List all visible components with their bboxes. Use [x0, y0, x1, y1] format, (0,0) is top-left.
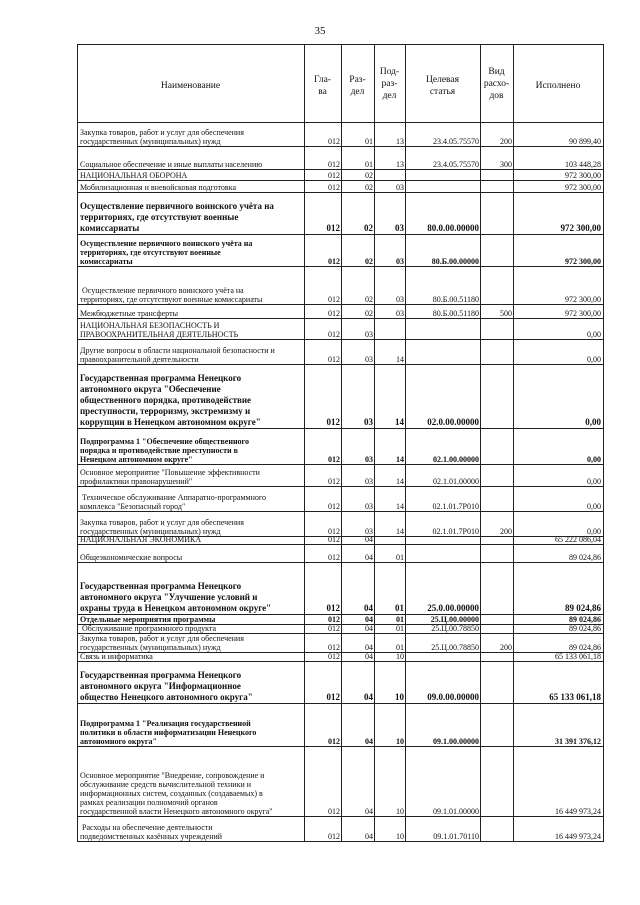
row-podrazdel: 01	[396, 553, 404, 562]
row-executed: 972 300,00	[565, 295, 601, 304]
row-executed: 103 448,28	[565, 160, 601, 169]
table-row	[77, 747, 604, 816]
row-glava: 012	[328, 624, 340, 633]
row-name: Осуществление первичного воинского учёта на территориях, где отсутствуют военные комиссариаты	[80, 239, 253, 266]
row-target-article: 09.0.00.00000	[427, 692, 479, 702]
row-glava: 012	[328, 652, 340, 661]
grid-line	[77, 234, 604, 235]
row-glava: 012	[328, 527, 340, 536]
row-name: Техническое обслуживание Аппаратно-программного комплекса "Безопасный город"	[80, 493, 266, 511]
row-target-article: 09.1.01.00000	[433, 807, 479, 816]
row-expense-type: 200	[500, 527, 512, 536]
table-row	[77, 235, 604, 266]
row-podrazdel: 10	[396, 737, 404, 746]
row-glava: 012	[328, 832, 340, 841]
row-razdel: 04	[364, 603, 373, 613]
table-row	[77, 170, 604, 180]
table-row	[77, 181, 604, 192]
row-glava: 012	[328, 553, 340, 562]
grid-line	[77, 318, 604, 319]
grid-line	[77, 841, 604, 842]
row-executed: 89 024,86	[569, 624, 601, 633]
row-name: Связь и информатика	[80, 652, 153, 661]
table-row	[77, 704, 604, 746]
row-target-article: 02.1.01.00000	[433, 477, 479, 486]
row-target-article: 25.Ц.00.00000	[430, 615, 479, 624]
row-target-article: 23.4.05.75570	[433, 137, 479, 146]
table-row	[77, 662, 604, 703]
row-executed: 65 133 061,18	[549, 692, 601, 702]
table-row	[77, 545, 604, 562]
row-name: Осуществление первичного воинского учёта на территориях, где отсутствуют военные комиссариаты	[80, 286, 263, 304]
grid-line	[77, 746, 604, 747]
grid-line	[77, 122, 604, 123]
row-name: Другие вопросы в области национальной безопасности и правоохранительной деятельности	[80, 346, 275, 364]
row-name: Социальное обеспечение и иные выплаты населению	[80, 160, 263, 169]
header-vid: Вид расхо- дов	[483, 67, 510, 101]
row-expense-type: 300	[500, 160, 512, 169]
row-glava: 012	[328, 455, 340, 464]
row-podrazdel: 14	[395, 417, 404, 427]
row-podrazdel: 03	[396, 183, 404, 192]
row-executed: 972 300,00	[565, 183, 601, 192]
header-razdel: Раз- дел	[349, 75, 366, 97]
row-name: Расходы на обеспечение деятельности подведомственных казённых учреждений	[80, 823, 223, 841]
row-glava: 012	[328, 171, 340, 180]
grid-line	[77, 816, 604, 817]
table-row	[77, 123, 604, 146]
row-razdel: 04	[365, 624, 373, 633]
row-executed: 972 300,00	[565, 257, 601, 266]
row-executed: 89 024,86	[569, 643, 601, 652]
row-razdel: 03	[365, 330, 373, 339]
row-name: Закупка товаров, работ и услуг для обеспечения государственных (муниципальных) нужд	[80, 518, 244, 536]
row-expense-type: 500	[500, 309, 512, 318]
row-razdel: 02	[365, 183, 373, 192]
header-name: Наименование	[160, 81, 221, 91]
row-glava: 012	[328, 183, 340, 192]
header-glava: Гла- ва	[314, 75, 331, 97]
row-executed: 16 449 973,24	[555, 832, 601, 841]
row-podrazdel: 03	[395, 223, 404, 233]
row-target-article: 80.Б.00.51180	[432, 309, 479, 318]
row-glava: 012	[326, 417, 340, 427]
row-podrazdel: 14	[396, 527, 404, 536]
row-name: Общеэкономические вопросы	[80, 553, 183, 562]
row-name: Государственная программа Ненецкого автономного округа "Обеспечение общественного порядка, противодействие преступности, терроризму, экстремизму и коррупции в Ненецком автономном округе"	[80, 373, 261, 427]
row-name: Закупка товаров, работ и услуг для обеспечения государственных (муниципальных) нужд	[80, 128, 244, 146]
table-row	[77, 625, 604, 633]
grid-line	[77, 266, 604, 267]
row-razdel: 02	[365, 295, 373, 304]
row-executed: 31 391 376,12	[555, 737, 601, 746]
row-executed: 972 300,00	[565, 171, 601, 180]
row-podrazdel: 01	[396, 643, 404, 652]
table-row	[77, 563, 604, 614]
row-target-article: 25.Ц.00.78850	[431, 624, 479, 633]
row-glava: 012	[328, 295, 340, 304]
row-glava: 012	[328, 615, 340, 624]
grid-line	[77, 428, 604, 429]
grid-line	[77, 364, 604, 365]
grid-line	[77, 169, 604, 170]
row-razdel: 04	[365, 832, 373, 841]
row-name: Обслуживание программного продукта	[80, 624, 217, 633]
row-executed: 90 899,40	[569, 137, 601, 146]
grid-line	[77, 703, 604, 704]
row-executed: 65 133 061,18	[555, 652, 601, 661]
row-target-article: 25.Ц.00.78850	[431, 643, 479, 652]
grid-line	[77, 192, 604, 193]
row-razdel: 02	[365, 309, 373, 318]
row-podrazdel: 10	[396, 652, 404, 661]
row-name: Закупка товаров, работ и услуг для обеспечения государственных (муниципальных) нужд	[80, 634, 244, 652]
row-name: Государственная программа Ненецкого автономного округа "Информационное общество Ненецкого автономного округа"	[80, 670, 253, 702]
grid-line	[77, 180, 604, 181]
row-glava: 012	[328, 477, 340, 486]
row-target-article: 80.Б.00.00000	[431, 257, 479, 266]
row-razdel: 04	[364, 692, 373, 702]
row-razdel: 02	[365, 171, 373, 180]
table-row	[77, 429, 604, 464]
grid-line	[77, 536, 604, 537]
row-name: Подпрограмма 1 "Обеспечение общественного порядка и противодействие преступности в Ненецком автономном округе"	[80, 437, 249, 464]
row-razdel: 04	[365, 535, 373, 544]
row-razdel: 04	[365, 643, 373, 652]
row-executed: 89 024,86	[569, 615, 601, 624]
table-row	[77, 305, 604, 318]
row-podrazdel: 01	[396, 615, 404, 624]
row-name: НАЦИОНАЛЬНАЯ БЕЗОПАСНОСТЬ И ПРАВООХРАНИТЕЛЬНАЯ ДЕЯТЕЛЬНОСТЬ	[80, 321, 239, 339]
row-executed: 65 222 086,04	[555, 535, 601, 544]
row-name: Мобилизационная и вневойсковая подготовка	[80, 183, 237, 192]
row-podrazdel: 01	[396, 624, 404, 633]
row-executed: 0,00	[587, 455, 601, 464]
table-row	[77, 147, 604, 169]
table-row	[77, 487, 604, 511]
row-name: НАЦИОНАЛЬНАЯ ЭКОНОМИКА	[80, 535, 202, 544]
row-podrazdel: 10	[396, 807, 404, 816]
row-glava: 012	[326, 692, 340, 702]
row-glava: 012	[328, 309, 340, 318]
row-executed: 89 024,86	[569, 553, 601, 562]
header-podrazdel: Под- раз- дел	[379, 67, 400, 101]
row-target-article: 80.Б.00.51180	[432, 295, 479, 304]
row-glava: 012	[328, 535, 340, 544]
row-razdel: 02	[364, 223, 373, 233]
table-row	[77, 365, 604, 428]
grid-line	[77, 146, 604, 147]
row-glava: 012	[326, 603, 340, 613]
row-target-article: 80.0.00.00000	[427, 223, 479, 233]
row-razdel: 03	[365, 502, 373, 511]
row-razdel: 04	[365, 737, 373, 746]
table-row	[77, 340, 604, 364]
row-razdel: 03	[364, 417, 373, 427]
row-executed: 0,00	[587, 527, 601, 536]
row-name: Отдельные мероприятия программы	[80, 615, 216, 624]
row-target-article: 25.0.00.00000	[427, 603, 479, 613]
row-razdel: 01	[365, 137, 373, 146]
row-executed: 972 300,00	[560, 223, 601, 233]
row-glava: 012	[328, 160, 340, 169]
row-name: НАЦИОНАЛЬНАЯ ОБОРОНА	[80, 171, 188, 180]
row-glava: 012	[328, 330, 340, 339]
row-name: Подпрограмма 1 "Реализация государственной политики в области информатизации Ненецкого автономного округа"	[80, 719, 257, 746]
row-target-article: 09.1.01.70110	[433, 832, 479, 841]
grid-line	[77, 652, 604, 653]
table-row	[77, 817, 604, 841]
grid-line	[77, 562, 604, 563]
row-executed: 0,00	[587, 355, 601, 364]
row-expense-type: 200	[500, 643, 512, 652]
row-expense-type: 200	[500, 137, 512, 146]
row-podrazdel: 14	[396, 455, 404, 464]
grid-line	[77, 661, 604, 662]
table-row	[77, 537, 604, 544]
row-name: Межбюджетные трансферты	[80, 309, 178, 318]
row-razdel: 04	[365, 615, 373, 624]
row-glava: 012	[328, 257, 340, 266]
row-name: Основное мероприятие "Внедрение, сопровождение и обслуживание средств вычислительной техники и информационных систем, созданных (создаваемых) в рамках реализации полномочий органов государственной власти Ненецкого автономного округа"	[80, 771, 273, 816]
row-glava: 012	[328, 643, 340, 652]
row-glava: 012	[328, 137, 340, 146]
table-row	[77, 465, 604, 486]
row-razdel: 02	[365, 257, 373, 266]
row-podrazdel: 03	[396, 295, 404, 304]
row-podrazdel: 10	[395, 692, 404, 702]
row-razdel: 01	[365, 160, 373, 169]
row-podrazdel: 14	[396, 502, 404, 511]
row-glava: 012	[328, 807, 340, 816]
row-glava: 012	[328, 737, 340, 746]
table-row	[77, 267, 604, 304]
row-podrazdel: 03	[396, 309, 404, 318]
row-podrazdel: 14	[396, 355, 404, 364]
row-executed: 972 300,00	[565, 309, 601, 318]
grid-line	[77, 486, 604, 487]
row-executed: 16 449 973,24	[555, 807, 601, 816]
grid-line	[77, 44, 604, 45]
row-razdel: 03	[365, 527, 373, 536]
row-razdel: 04	[365, 652, 373, 661]
row-podrazdel: 13	[396, 137, 404, 146]
row-target-article: 02.1.00.00000	[433, 455, 479, 464]
table-row	[77, 653, 604, 661]
table-row	[77, 615, 604, 624]
row-razdel: 04	[365, 807, 373, 816]
header-executed: Исполнено	[535, 81, 581, 91]
row-glava: 012	[326, 223, 340, 233]
row-podrazdel: 10	[396, 832, 404, 841]
grid-line	[77, 511, 604, 512]
row-podrazdel: 03	[396, 257, 404, 266]
grid-line	[77, 544, 604, 545]
grid-line	[77, 339, 604, 340]
page-number: 35	[314, 25, 326, 37]
row-name: Основное мероприятие "Повышение эффективности профилактики правонарушений"	[80, 468, 260, 486]
row-executed: 0,00	[587, 502, 601, 511]
row-target-article: 02.0.00.00000	[427, 417, 479, 427]
row-glava: 012	[328, 355, 340, 364]
row-target-article: 23.4.05.75570	[433, 160, 479, 169]
row-executed: 0,00	[587, 330, 601, 339]
table-row	[77, 634, 604, 652]
table-row	[77, 512, 604, 536]
grid-line	[77, 633, 604, 634]
row-glava: 012	[328, 502, 340, 511]
row-razdel: 04	[365, 553, 373, 562]
grid-line	[77, 624, 604, 625]
row-podrazdel: 14	[396, 477, 404, 486]
row-podrazdel: 01	[395, 603, 404, 613]
row-razdel: 03	[365, 455, 373, 464]
header-target: Целевая статья	[426, 75, 459, 97]
row-target-article: 02.1.01.7Р010	[432, 527, 479, 536]
row-executed: 0,00	[585, 417, 601, 427]
table-row	[77, 193, 604, 234]
row-name: Осуществление первичного воинского учёта на территориях, где отсутствуют военные комиссариаты	[80, 201, 274, 233]
row-executed: 89 024,86	[565, 603, 601, 613]
row-name: Государственная программа Ненецкого автономного округа "Улучшение условий и охраны труда в Ненецком автономном округе"	[80, 581, 272, 613]
row-target-article: 09.1.00.00000	[433, 737, 479, 746]
grid-line	[77, 614, 604, 615]
row-target-article: 02.1.01.7Р010	[432, 502, 479, 511]
grid-line	[77, 304, 604, 305]
row-podrazdel: 13	[396, 160, 404, 169]
row-razdel: 03	[365, 477, 373, 486]
row-razdel: 03	[365, 355, 373, 364]
table-row	[77, 319, 604, 339]
grid-line	[77, 464, 604, 465]
row-executed: 0,00	[587, 477, 601, 486]
